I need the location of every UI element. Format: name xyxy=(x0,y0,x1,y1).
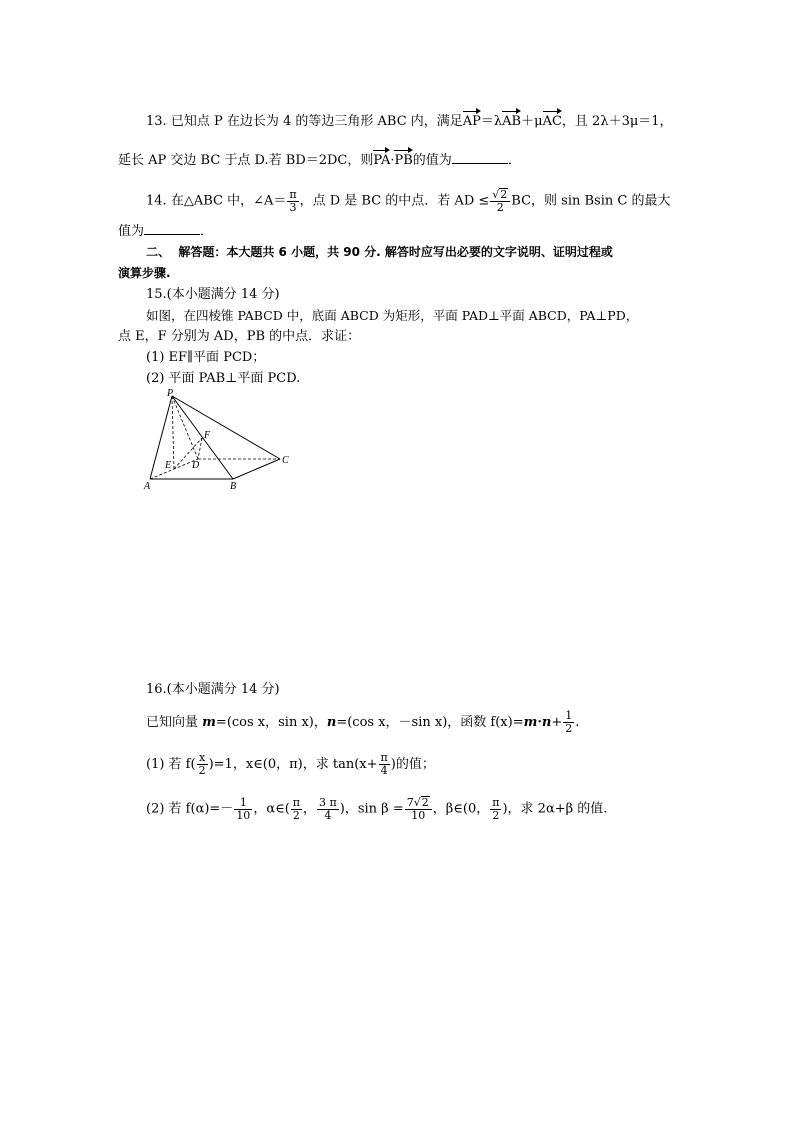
edge-pb xyxy=(172,396,233,479)
edge-pc xyxy=(172,396,280,459)
vector-n: n xyxy=(326,715,337,730)
segment-pe xyxy=(172,396,174,469)
vector-pa: PA xyxy=(373,149,390,170)
label-c: C xyxy=(282,455,289,466)
q14-line2: 值为 ． xyxy=(118,224,214,239)
q13-number: 13. xyxy=(146,114,167,129)
vector-ab: AB xyxy=(502,110,521,131)
label-b: B xyxy=(230,481,237,492)
q13-line2: 延长 AP 交边 BC 于点 D.若 BD＝2DC，则PA·PB的值为 ． xyxy=(118,149,521,170)
vector-m: m xyxy=(202,715,216,730)
fraction-pi-over-3: $\frac{\pi}{3}$ xyxy=(289,187,297,214)
answer-blank[interactable] xyxy=(452,151,508,164)
fraction-one-half: $\frac{1}{2}$ xyxy=(565,709,573,735)
label-a: A xyxy=(144,481,151,492)
q16-header: 16.(本小题满分 14 分) xyxy=(146,682,280,697)
q15-line2: 点 E，F 分别为 AD，PB 的中点．求证： xyxy=(118,329,361,344)
segment-fd xyxy=(198,438,202,459)
q16-part2: (2) 若 f(α)=－ $\frac{1}{10}$ ，α∈( $\frac{\pi}{2}$ ， $\frac{3 \pi}{4}$ )，sin β = $\frac{7√2}{10}$ ，β∈(0， $\frac{\pi}{2}$ )，求 2α+β 的值. xyxy=(146,795,608,822)
vector-ap: AP xyxy=(463,110,481,131)
fraction-3pi-over-4: $\frac{3 \pi}{4}$ xyxy=(319,795,337,822)
fraction-x-over-2: $\frac{x}{2}$ xyxy=(198,751,206,777)
q15-header: 15.(本小题满分 14 分) xyxy=(146,287,280,302)
fraction-pi-over-2-b: $\frac{\pi}{2}$ xyxy=(492,795,500,822)
edge-pd xyxy=(172,396,198,459)
label-d: D xyxy=(192,460,200,471)
q13-line1: 13. 已知点 P 在边长为 4 的等边三角形 ABC 内，满足AP＝λAB＋μAC，且 2λ＋3μ＝1， xyxy=(146,110,673,131)
q15-part2: (2) 平面 PAB⊥平面 PCD. xyxy=(146,371,301,386)
label-e: E xyxy=(165,460,172,471)
fraction-7sqrt2-over-10: $\frac{7√2}{10}$ xyxy=(405,796,432,822)
q14-line1: 14. 在△ABC 中，∠A＝ $\frac{\pi}{3}$ ，点 D 是 BC 的中点．若 AD ≤ $\frac{√2}{2}$ BC，则 sin Bsin C 的最大 xyxy=(146,187,671,214)
q16-part1: (1) 若 f( $\frac{x}{2}$ )=1，x∈(0，π)，求 tan(x+ $\frac{\pi}{4}$ )的值； xyxy=(146,751,435,777)
edge-bc xyxy=(233,459,280,479)
fraction-pi-over-4: $\frac{\pi}{4}$ xyxy=(380,751,388,777)
fraction-1-over-10: $\frac{1}{10}$ xyxy=(236,795,251,822)
section-2-heading-line2: 演算步骤. xyxy=(118,266,171,280)
vector-ac: AC xyxy=(543,110,562,131)
section-2-heading: 二、 解答题：本大题共 6 小题，共 90 分. 解答时应写出必要的文字说明、证明过程或 xyxy=(146,245,613,259)
label-p: P xyxy=(167,388,174,399)
answer-blank[interactable] xyxy=(144,222,200,235)
fraction-sqrt2-over-2: $\frac{√2}{2}$ xyxy=(490,188,510,214)
label-f: F xyxy=(204,430,211,441)
q15-part1: (1) EF∥平面 PCD； xyxy=(146,350,266,365)
q16-line1: 已知向量 m=(cos x，sin x)，n=(cos x，－sin x)，函数 f(x)=m·n+ $\frac{1}{2}$ . xyxy=(146,709,580,735)
fraction-pi-over-2: $\frac{\pi}{2}$ xyxy=(292,795,301,822)
q14-number: 14. xyxy=(146,193,167,209)
pyramid-figure xyxy=(138,388,298,492)
vector-pb: PB xyxy=(394,149,412,170)
q15-line1: 如图，在四棱锥 PABCD 中，底面 ABCD 为矩形，平面 PAD⊥平面 ABCD，PA⊥PD， xyxy=(146,308,639,323)
